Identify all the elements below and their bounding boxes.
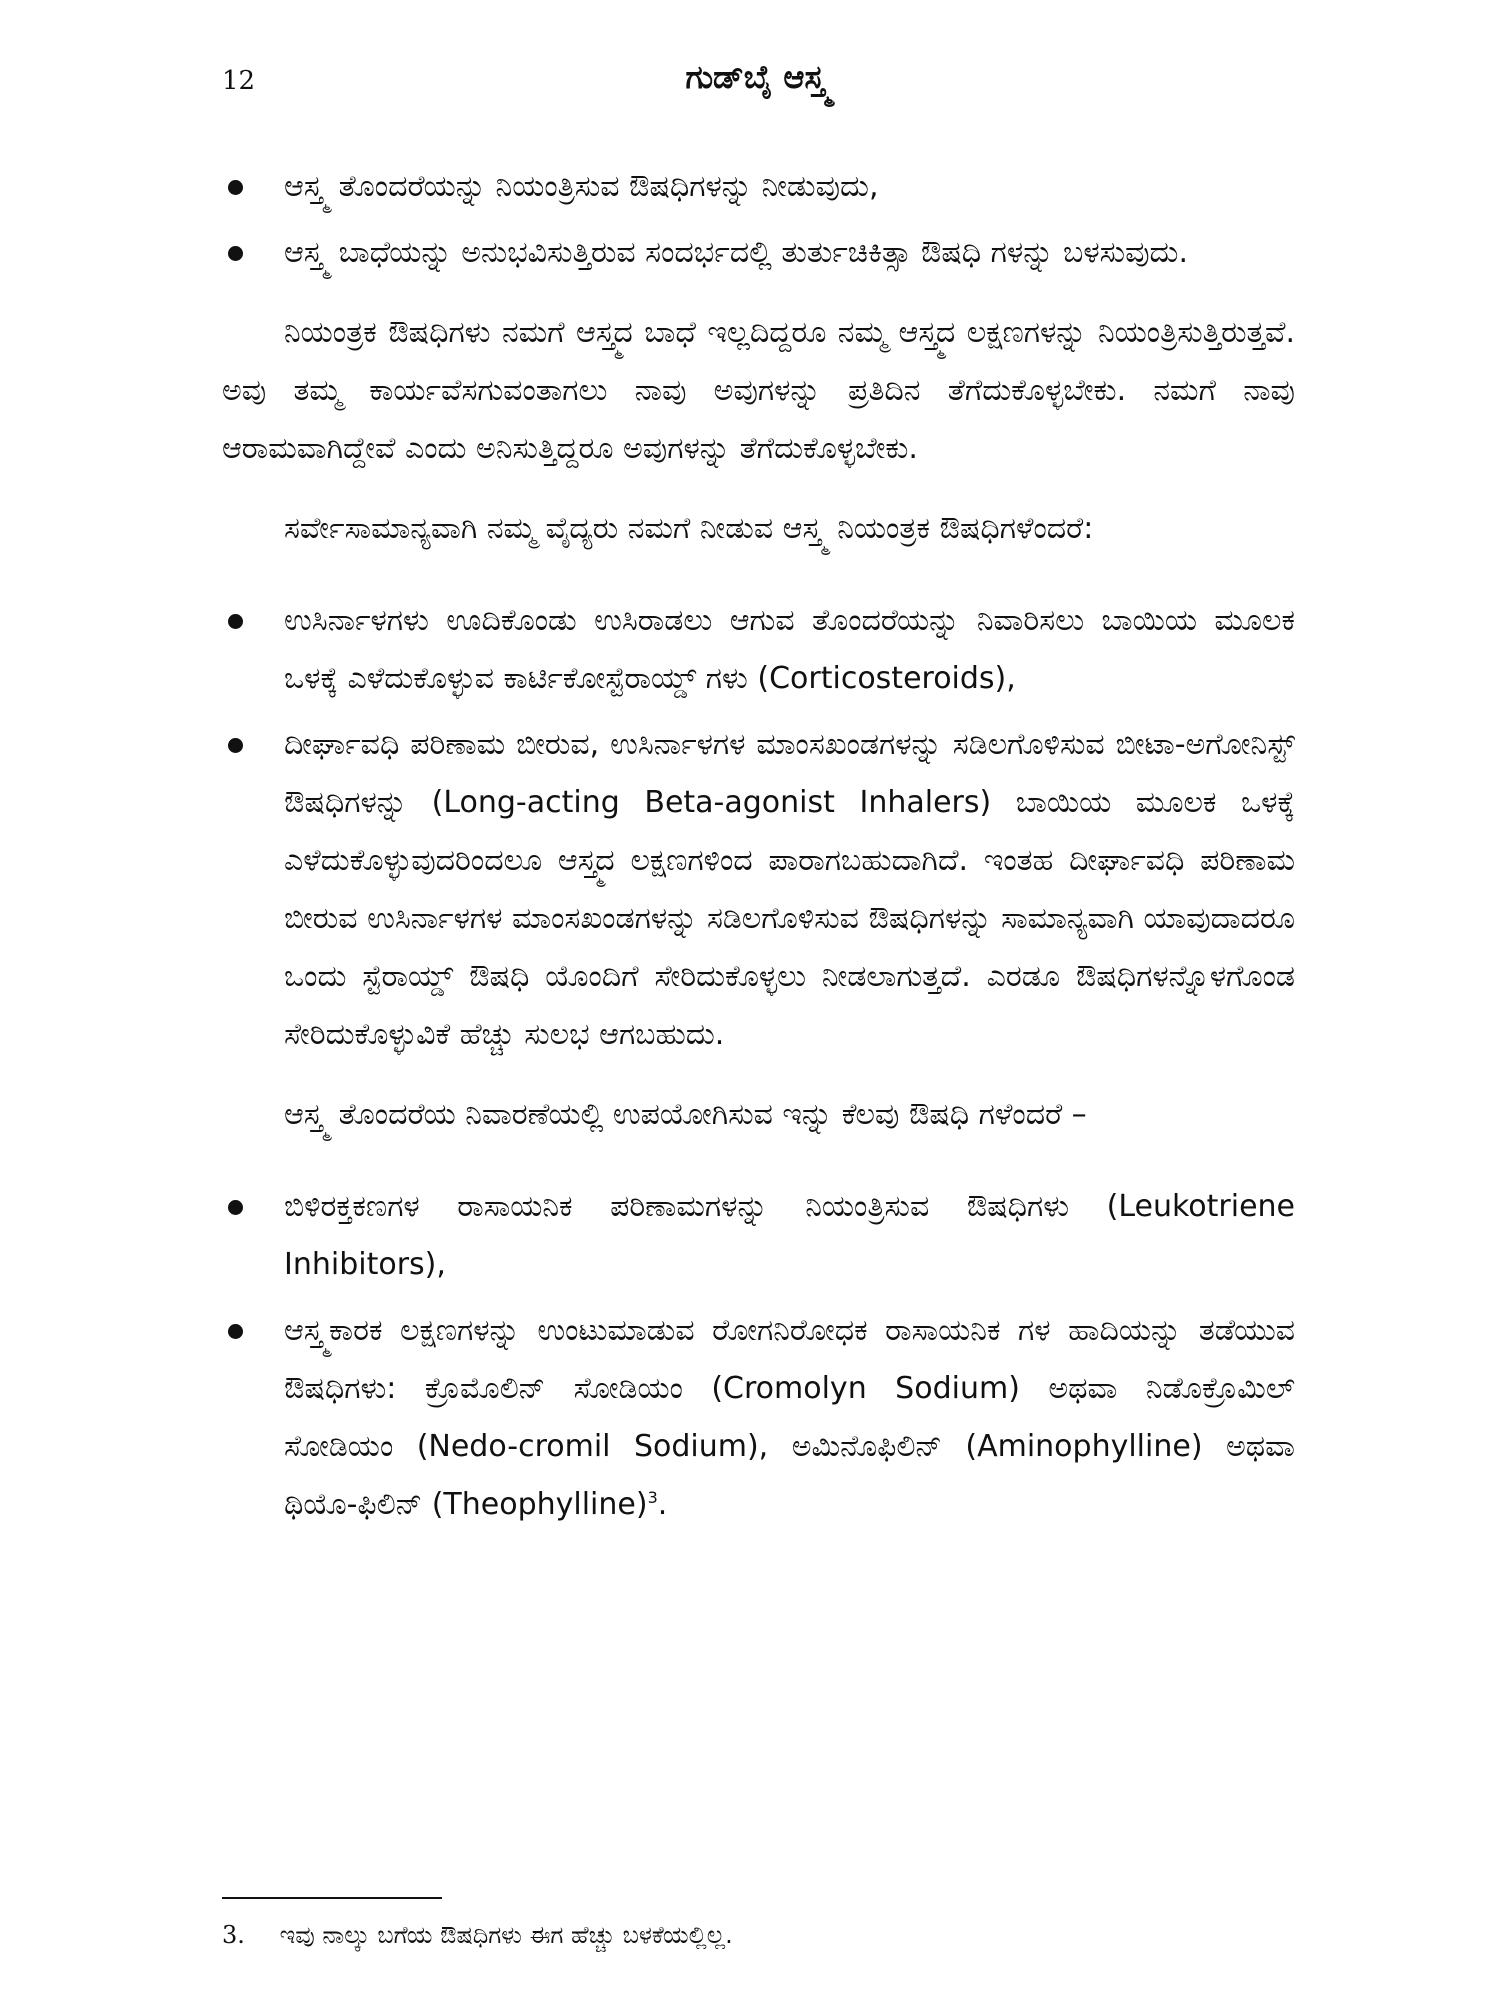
paragraph-controller-medicines: ನಿಯಂತ್ರಕ ಔಷಧಿಗಳು ನಮಗೆ ಆಸ್ತ್ಮದ ಬಾಧೆ ಇಲ್ಲದಿದ್ದರೂ ನಮ್ಮ ಆಸ್ತ್ಮದ ಲಕ್ಷಣಗಳನ್ನು ನಿಯಂತ್ರಿಸುತ್ತಿರುತ್ತವೆ. ಅವು ತಮ್ಮ ಕಾರ್ಯವೆಸಗುವಂತಾಗಲು ನಾವು ಅವುಗಳನ್ನು ಪ್ರತಿದಿನ ತೆಗೆದುಕೊಳ್ಳಬೇಕು. ನಮಗೆ ನಾವು ಆರಾಮವಾಗಿದ್ದೇವೆ ಎಂದು ಅನಿಸುತ್ತಿದ್ದರೂ ಅವುಗಳನ್ನು ತೆಗೆದುಕೊಳ್ಳಬೇಕು.: [222, 315, 1295, 466]
paragraph-other-medicines: ಆಸ್ತ್ಮ ತೊಂದರೆಯ ನಿವಾರಣೆಯಲ್ಲಿ ಉಪಯೋಗಿಸುವ ಇನ್ನು ಕೆಲವು ಔಷಧಿ ಗಳೆಂದರೆ –: [284, 1097, 1087, 1132]
footnote: [222, 1918, 1295, 1952]
footnote-number: 3.: [222, 1921, 245, 1949]
body-text: [222, 158, 1295, 1534]
list-item: [222, 592, 1295, 708]
bullet-icon: [228, 246, 243, 261]
list-item: [222, 1302, 1295, 1534]
list-item-text: ಆಸ್ತ್ಮಕಾರಕ ಲಕ್ಷಣಗಳನ್ನು ಉಂಟುಮಾಡುವ ರೋಗನಿರೋಧಕ ರಾಸಾಯನಿಕ ಗಳ ಹಾದಿಯನ್ನು ತಡೆಯುವ ಔಷಧಿಗಳು: ಕ್ರೊಮೊಲಿನ್ ಸೋಡಿಯಂ (Cromolyn Sodium) ಅಥವಾ ನಿಡೊಕ್ರೊಮಿಲ್ ಸೋಡಿಯಂ (Nedo-cromil Sodium), ಅಮಿನೊಫಿಲಿನ್ (Aminophylline) ಅಥವಾ ಥಿಯೊ-ಫಿಲಿನ್ (Theophylline): [284, 1313, 1295, 1522]
list-item-text: ಬಿಳಿರಕ್ತಕಣಗಳ ರಾಸಾಯನಿಕ ಪರಿಣಾಮಗಳನ್ನು ನಿಯಂತ್ರಿಸುವ ಔಷಧಿಗಳು (Leukotriene Inhibitors),: [284, 1189, 1295, 1282]
bullet-icon: [228, 180, 243, 195]
footnote-text: ಇವು ನಾಲ್ಕು ಬಗೆಯ ಔಷಧಿಗಳು ಈಗ ಹೆಚ್ಚು ಬಳಕೆಯಲ್ಲಿಲ್ಲ.: [279, 1921, 733, 1949]
paragraph-common-controllers: ಸರ್ವೇಸಾಮಾನ್ಯವಾಗಿ ನಮ್ಮ ವೈದ್ಯರು ನಮಗೆ ನೀಡುವ ಆಸ್ತ್ಮ ನಿಯಂತ್ರಕ ಔಷಧಿಗಳೆಂದರೆ:: [284, 511, 1094, 546]
list-item: [222, 1178, 1295, 1294]
bullet-list-controllers: [222, 592, 1295, 1064]
page-header: [222, 58, 1295, 108]
page-number: 12: [222, 66, 256, 96]
list-item-text: ಉಸಿರ್ನಾಳಗಳು ಊದಿಕೊಂಡು ಉಸಿರಾಡಲು ಆಗುವ ತೊಂದರೆಯನ್ನು ನಿವಾರಿಸಲು ಬಾಯಿಯ ಮೂಲಕ ಒಳಕ್ಕೆ ಎಳೆದುಕೊಳ್ಳುವ ಕಾರ್ಟಿಕೋಸ್ಟೆರಾಯ್ಡ್ ಗಳು (Corticosteroids),: [284, 603, 1295, 696]
footnote-divider: [222, 1897, 442, 1899]
list-item: [222, 158, 1295, 216]
list-item-text: ದೀರ್ಘಾವಧಿ ಪರಿಣಾಮ ಬೀರುವ, ಉಸಿರ್ನಾಳಗಳ ಮಾಂಸಖಂಡಗಳನ್ನು ಸಡಿಲಗೊಳಿಸುವ ಬೀಟಾ-ಅಗೋನಿಸ್ಟ್ ಔಷಧಿಗಳನ್ನು (Long-acting Beta-agonist Inhalers) ಬಾಯಿಯ ಮೂಲಕ ಒಳಕ್ಕೆ ಎಳೆದುಕೊಳ್ಳುವುದರಿಂದಲೂ ಆಸ್ತ್ಮದ ಲಕ್ಷಣಗಳಿಂದ ಪಾರಾಗಬಹುದಾಗಿದೆ. ಇಂತಹ ದೀರ್ಘಾವಧಿ ಪರಿಣಾಮ ಬೀರುವ ಉಸಿರ್ನಾಳಗಳ ಮಾಂಸಖಂಡಗಳನ್ನು ಸಡಿಲಗೊಳಿಸುವ ಔಷಧಿಗಳನ್ನು ಸಾಮಾನ್ಯವಾಗಿ ಯಾವುದಾದರೂ ಒಂದು ಸ್ಟೆರಾಯ್ಡ್ ಔಷಧಿ ಯೊಂದಿಗೆ ಸೇರಿದುಕೊಳ್ಳಲು ನೀಡಲಾಗುತ್ತದೆ. ಎರಡೂ ಔಷಧಿಗಳನ್ನೊಳಗೊಂಡ ಸೇರಿದುಕೊಳ್ಳುವಿಕೆ ಹೆಚ್ಚು ಸುಲಭ ಆಗಬಹುದು.: [284, 727, 1295, 1052]
list-item-text: ಆಸ್ತ್ಮ ತೊಂದರೆಯನ್ನು ನಿಯಂತ್ರಿಸುವ ಔಷಧಿಗಳನ್ನು ನೀಡುವುದು,: [284, 169, 879, 204]
list-item: [222, 716, 1295, 1064]
bullet-icon: [228, 614, 243, 629]
bullet-list-intro: [222, 158, 1295, 282]
bullet-list-other-medicines: [222, 1178, 1295, 1534]
sentence-end: .: [657, 1487, 668, 1522]
running-title: ಗುಡ್‌ಬೈ ಆಸ್ತ್ಮ: [685, 58, 832, 96]
footnote-marker: 3: [647, 1488, 658, 1507]
bullet-icon: [228, 738, 243, 753]
list-item-text: ಆಸ್ತ್ಮ ಬಾಧೆಯನ್ನು ಅನುಭವಿಸುತ್ತಿರುವ ಸಂದರ್ಭದಲ್ಲಿ ತುರ್ತುಚಿಕಿತ್ಸಾ ಔಷಧಿ ಗಳನ್ನು ಬಳಸುವುದು.: [284, 235, 1188, 270]
bullet-icon: [228, 1200, 243, 1215]
list-item: [222, 224, 1295, 282]
bullet-icon: [228, 1324, 243, 1339]
